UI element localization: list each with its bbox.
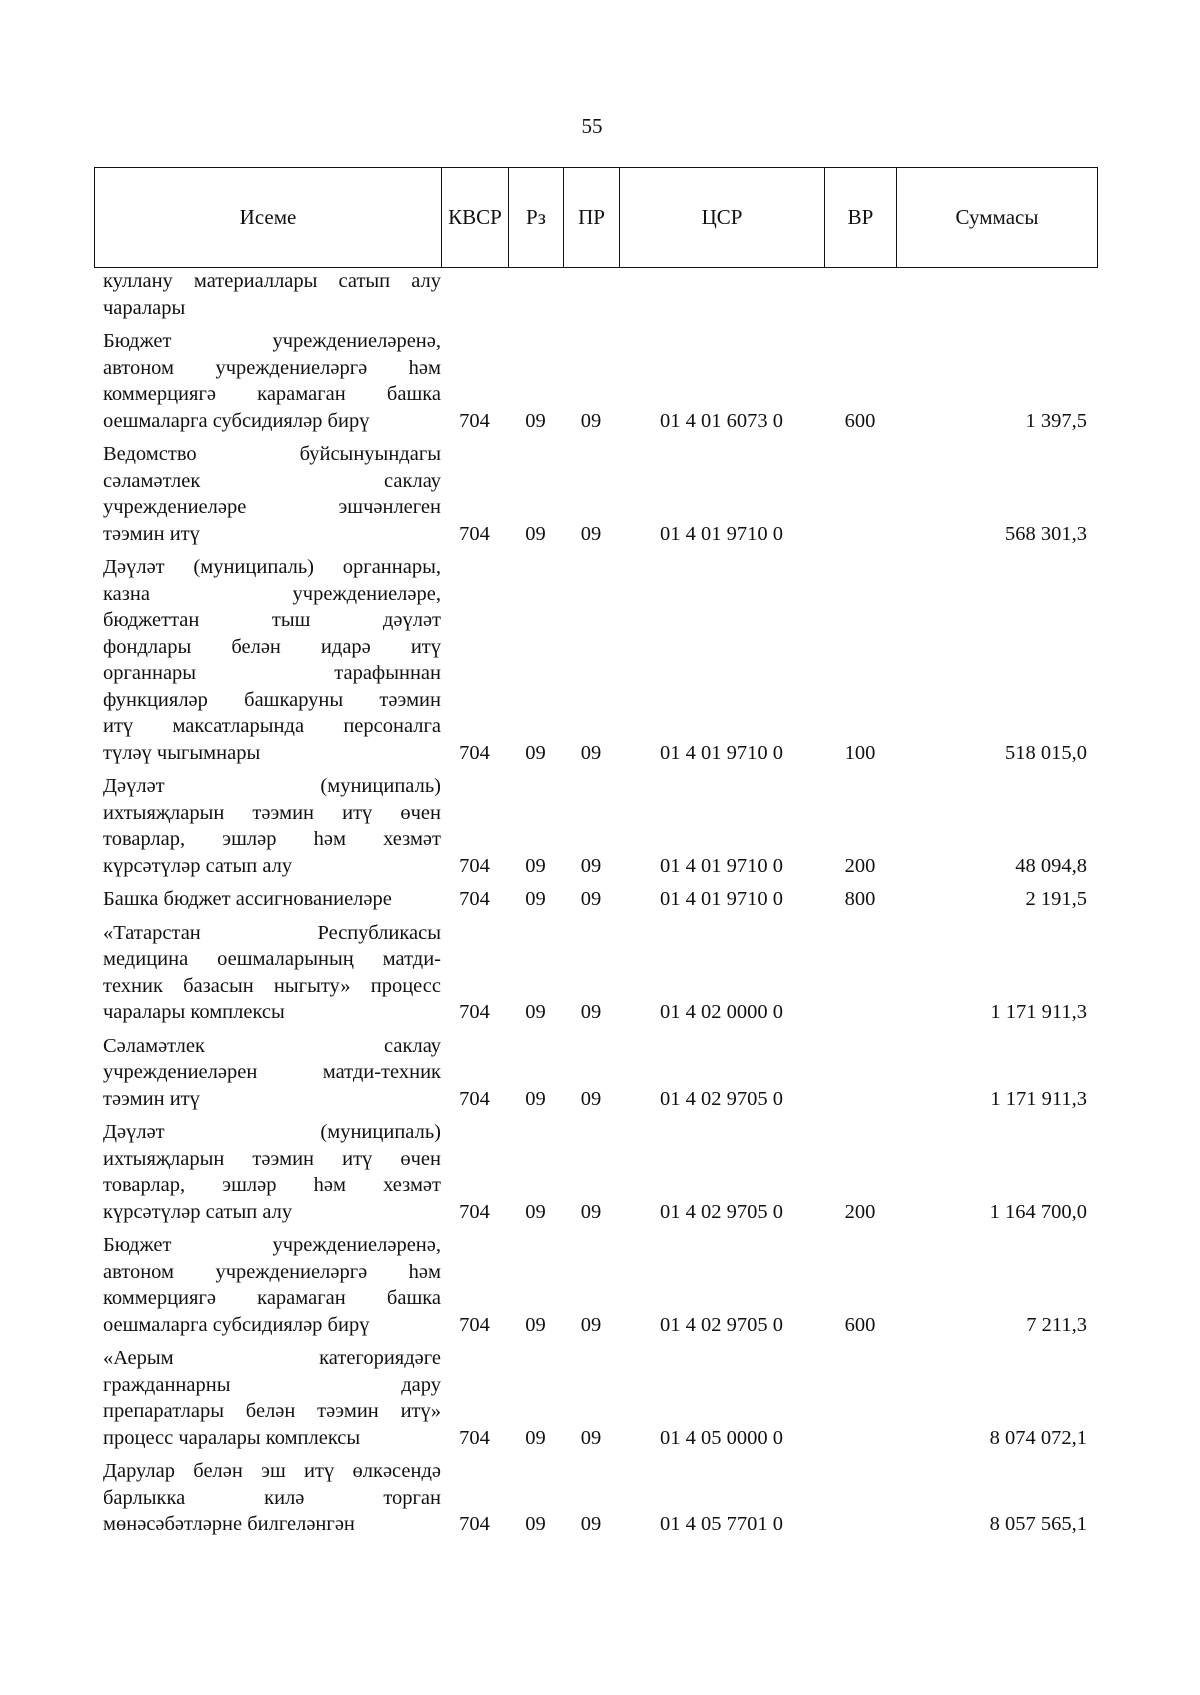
table-row bbox=[94, 441, 1097, 547]
row-kvsr: 704 bbox=[459, 1513, 490, 1535]
row-name bbox=[94, 328, 441, 434]
row-name-line: оешмаларга субсидияләр бирү bbox=[103, 409, 370, 432]
row-kvsr: 704 bbox=[459, 888, 490, 910]
row-name-line: чаралары комплексы bbox=[103, 1001, 285, 1023]
row-name-line: товарлар, эшләр һәм хезмәт bbox=[103, 828, 441, 850]
row-name-line: Дәүләт (муниципаль) bbox=[103, 775, 441, 797]
row-name-line: оешмаларга субсидияләр бирү bbox=[103, 1313, 370, 1336]
row-name-line: автоном учреждениеләргә һәм bbox=[103, 356, 441, 379]
row-kvsr: 704 bbox=[459, 1200, 490, 1223]
table-body bbox=[94, 268, 1097, 1545]
row-sum: 7 211,3 bbox=[1026, 1313, 1087, 1336]
row-name-line: тәэмин итү bbox=[103, 1087, 200, 1110]
row-vr: 200 bbox=[844, 854, 876, 877]
row-vr: 200 bbox=[844, 1200, 876, 1223]
row-rz: 09 bbox=[525, 1087, 546, 1110]
header-vr: ВР bbox=[825, 168, 897, 268]
row-kvsr: 704 bbox=[459, 854, 490, 877]
row-pr: 09 bbox=[580, 1200, 602, 1223]
row-csr: 01 4 02 0000 0 bbox=[660, 1001, 783, 1023]
row-name-line: Дарулар белән эш итү өлкәсендә bbox=[103, 1460, 441, 1482]
row-name-line: итү максатларында персоналга bbox=[103, 715, 441, 737]
row-name-line: автоном учреждениеләргә һәм bbox=[103, 1260, 441, 1283]
table-row bbox=[94, 1345, 1097, 1451]
row-name-line: сәламәтлек саклау bbox=[103, 469, 441, 492]
table-row bbox=[94, 1119, 1097, 1225]
row-csr: 01 4 05 0000 0 bbox=[660, 1426, 783, 1449]
row-sum: 8 074 072,1 bbox=[989, 1426, 1087, 1449]
row-kvsr: 704 bbox=[459, 409, 490, 432]
row-rz: 09 bbox=[525, 1001, 546, 1023]
row-sum: 2 191,5 bbox=[1025, 888, 1087, 910]
table-row bbox=[94, 328, 1097, 434]
row-name-line: «Татарстан Республикасы bbox=[103, 921, 441, 944]
row-vr: 100 bbox=[844, 741, 876, 764]
table-row bbox=[94, 920, 1097, 1026]
row-sum: 8 057 565,1 bbox=[989, 1513, 1087, 1535]
row-pr: 09 bbox=[580, 409, 602, 432]
row-kvsr: 704 bbox=[459, 1087, 490, 1110]
row-name bbox=[94, 886, 441, 913]
row-vr: 600 bbox=[844, 409, 876, 432]
row-pr: 09 bbox=[580, 1513, 602, 1535]
row-csr: 01 4 01 9710 0 bbox=[660, 854, 783, 877]
row-name-line: «Аерым категориядәге bbox=[103, 1347, 441, 1369]
row-name bbox=[94, 1458, 441, 1538]
row-kvsr: 704 bbox=[459, 1313, 490, 1336]
row-name bbox=[94, 920, 441, 1026]
row-name-line: ихтыяҗларын тәэмин итү өчен bbox=[103, 1147, 441, 1170]
row-sum: 1 171 911,3 bbox=[990, 1001, 1087, 1023]
row-name-line: барлыкка килә торган bbox=[103, 1486, 441, 1509]
row-name-line: бюджеттан тыш дәүләт bbox=[103, 609, 441, 631]
row-name-line: Дәүләт (муниципаль) органнары, bbox=[103, 556, 441, 578]
row-pr: 09 bbox=[580, 854, 602, 877]
row-kvsr: 704 bbox=[459, 741, 490, 764]
page-number: 55 bbox=[581, 114, 603, 138]
row-csr: 01 4 02 9705 0 bbox=[660, 1200, 783, 1223]
row-name-line: гражданнарны дару bbox=[103, 1373, 441, 1396]
row-rz: 09 bbox=[525, 888, 546, 910]
row-name-line: фондлары белән идарә итү bbox=[103, 635, 441, 658]
row-name bbox=[94, 1345, 441, 1451]
table-row bbox=[94, 773, 1097, 879]
row-name-line: түләү чыгымнары bbox=[103, 741, 261, 764]
row-rz: 09 bbox=[525, 1426, 546, 1449]
row-sum: 518 015,0 bbox=[1005, 741, 1087, 764]
row-name-line: чаралары bbox=[103, 296, 186, 319]
row-name-line: медицина оешмаларының матди- bbox=[103, 948, 441, 970]
row-name bbox=[94, 1232, 441, 1338]
row-rz: 09 bbox=[525, 1513, 546, 1535]
row-sum: 1 397,5 bbox=[1025, 409, 1087, 432]
row-pr: 09 bbox=[580, 1426, 602, 1449]
row-name-line: мөнәсәбәтләрне билгеләнгән bbox=[103, 1513, 355, 1535]
header-pr: ПР bbox=[564, 168, 620, 268]
table-row bbox=[94, 1458, 1097, 1538]
row-name bbox=[94, 1033, 441, 1113]
row-name-line: күрсәтүләр сатып алу bbox=[103, 1200, 293, 1223]
table-row bbox=[94, 1033, 1097, 1113]
row-name-line: ихтыяҗларын тәэмин итү өчен bbox=[103, 801, 441, 824]
row-name-line: Башка бюджет ассигнованиеләре bbox=[103, 888, 392, 910]
row-vr: 800 bbox=[844, 888, 876, 910]
row-sum: 48 094,8 bbox=[1015, 854, 1087, 877]
row-name-line: техник базасын ныгыту» процесс bbox=[103, 974, 441, 997]
row-pr: 09 bbox=[580, 888, 602, 910]
row-pr: 09 bbox=[580, 1313, 602, 1336]
row-sum: 1 164 700,0 bbox=[989, 1200, 1087, 1223]
row-name-line: тәэмин итү bbox=[103, 522, 200, 545]
row-kvsr: 704 bbox=[459, 522, 490, 545]
row-name-line: учреждениеләре эшчәнлеген bbox=[103, 496, 441, 518]
row-name bbox=[94, 1119, 441, 1225]
row-name bbox=[94, 554, 441, 766]
row-name-line: функцияләр башкаруны тәэмин bbox=[103, 688, 441, 711]
row-rz: 09 bbox=[525, 1200, 546, 1223]
row-name-line: процесс чаралары комплексы bbox=[103, 1426, 361, 1449]
row-name-line: коммерциягә карамаган башка bbox=[103, 1287, 441, 1309]
header-rz: Рз bbox=[509, 168, 564, 268]
table-row bbox=[94, 1232, 1097, 1338]
row-name bbox=[94, 441, 441, 547]
row-rz: 09 bbox=[525, 854, 546, 877]
row-name-line: Дәүләт (муниципаль) bbox=[103, 1121, 441, 1143]
row-csr: 01 4 01 9710 0 bbox=[660, 888, 783, 910]
row-csr: 01 4 01 9710 0 bbox=[660, 522, 783, 545]
row-name-line: Ведомство буйсынуындагы bbox=[103, 443, 441, 465]
row-name-line: Сәламәтлек саклау bbox=[103, 1034, 441, 1057]
row-name-line: учреждениеләрен матди-техник bbox=[103, 1061, 441, 1083]
row-pr: 09 bbox=[580, 522, 602, 545]
row-vr: 600 bbox=[844, 1313, 876, 1336]
row-pr: 09 bbox=[580, 741, 602, 764]
row-name-line: препаратлары белән тәэмин итү» bbox=[103, 1400, 441, 1422]
table-row bbox=[94, 886, 1097, 913]
row-kvsr: 704 bbox=[459, 1426, 490, 1449]
row-csr: 01 4 02 9705 0 bbox=[660, 1313, 783, 1336]
row-name-line: коммерциягә карамаган башка bbox=[103, 383, 441, 405]
row-rz: 09 bbox=[525, 1313, 546, 1336]
row-sum: 568 301,3 bbox=[1005, 522, 1087, 545]
header-csr: ЦСР bbox=[620, 168, 825, 268]
row-name bbox=[94, 268, 441, 321]
table-header bbox=[94, 167, 1098, 268]
table-row bbox=[94, 554, 1097, 766]
row-csr: 01 4 02 9705 0 bbox=[660, 1087, 783, 1110]
row-name-line: күрсәтүләр сатып алу bbox=[103, 854, 293, 877]
row-pr: 09 bbox=[580, 1087, 602, 1110]
row-csr: 01 4 05 7701 0 bbox=[660, 1513, 783, 1535]
row-rz: 09 bbox=[525, 522, 546, 545]
header-sum: Суммасы bbox=[897, 168, 1098, 268]
header-kvsr: КВСР bbox=[442, 168, 509, 268]
row-rz: 09 bbox=[525, 741, 546, 764]
row-name-line: товарлар, эшләр һәм хезмәт bbox=[103, 1174, 441, 1196]
table-row bbox=[94, 268, 1097, 321]
row-name-line: Бюджет учреждениеләренә, bbox=[103, 1234, 441, 1256]
row-csr: 01 4 01 6073 0 bbox=[660, 409, 783, 432]
row-sum: 1 171 911,3 bbox=[990, 1087, 1087, 1110]
row-name-line: казна учреждениеләре, bbox=[103, 582, 441, 605]
header-name: Исеме bbox=[95, 168, 442, 268]
row-name-line: Бюджет учреждениеләренә, bbox=[103, 330, 441, 352]
row-name-line: органнары тарафыннан bbox=[103, 662, 441, 684]
row-pr: 09 bbox=[580, 1001, 602, 1023]
row-kvsr: 704 bbox=[459, 1001, 490, 1023]
row-name-line: куллану материаллары сатып алу bbox=[103, 270, 441, 292]
row-name bbox=[94, 773, 441, 879]
row-rz: 09 bbox=[525, 409, 546, 432]
row-csr: 01 4 01 9710 0 bbox=[660, 741, 783, 764]
